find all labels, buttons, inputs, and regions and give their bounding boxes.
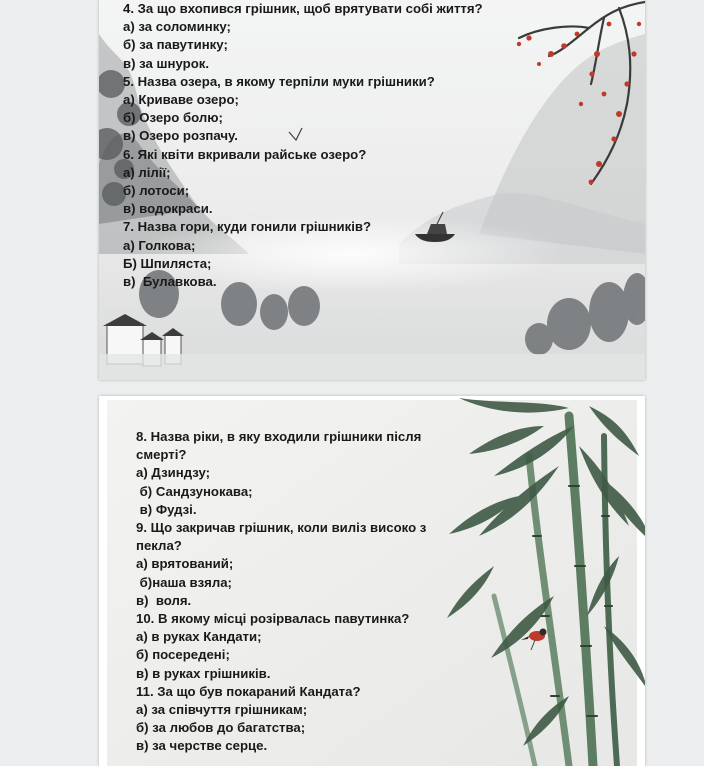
- answer-option: в) за черстве серце.: [136, 738, 268, 754]
- answer-option: Б) Шпиляста;: [123, 255, 212, 271]
- answer-option: б) Сандзунокава;: [136, 483, 253, 499]
- answer-option: б)наша взяла;: [136, 574, 232, 590]
- quiz-questions-4-7: [123, 0, 483, 291]
- answer-option: а) за співчуття грішникам;: [136, 702, 308, 718]
- answer-option: в) Булавкова.: [123, 274, 217, 290]
- answer-option: а) лілії;: [123, 164, 171, 180]
- question-line: 9. Що закричав грішник, коли виліз високо з: [136, 520, 427, 536]
- question-line: 10. В якому місці розірвалась павутинка?: [136, 611, 410, 627]
- question-line: 7. Назва гори, куди гонили грішників?: [123, 219, 372, 235]
- answer-option: в) за шнурок.: [123, 55, 210, 71]
- question-line: 5. Назва озера, в якому терпіли муки грішники?: [123, 73, 435, 89]
- answer-option: пекла?: [136, 538, 182, 554]
- answer-option: в) Озеро розпачу.: [123, 128, 238, 144]
- answer-option: а) в руках Кандати;: [136, 629, 262, 645]
- answer-option: в) в руках грішників.: [136, 665, 271, 681]
- question-line: 8. Назва ріки, в яку входили грішники після: [136, 429, 422, 444]
- answer-option: б) за павутинку;: [123, 37, 228, 53]
- answer-option: а) Дзиндзу;: [136, 465, 211, 481]
- answer-option: б) за любов до багатства;: [136, 720, 306, 736]
- question-line: 4. За що вхопився грішник, щоб врятувати собі життя?: [123, 1, 483, 16]
- answer-option: в) воля.: [136, 592, 192, 608]
- answer-option: в) водокраси.: [123, 201, 213, 217]
- answer-option: а) Голкова;: [123, 237, 196, 253]
- answer-option: б) лотоси;: [123, 183, 190, 199]
- answer-option: а) Криваве озеро;: [123, 92, 239, 108]
- answer-option: а) врятований;: [136, 556, 234, 572]
- quiz-questions-8-11: [136, 428, 426, 756]
- slide-2: [99, 396, 645, 766]
- answer-option: смерті?: [136, 447, 187, 463]
- question-line: 6. Які квіти вкривали райське озеро?: [123, 146, 367, 162]
- question-line: 11. За що був покараний Кандата?: [136, 683, 361, 699]
- answer-option: б) Озеро болю;: [123, 110, 223, 126]
- slide-1: [99, 0, 645, 380]
- answer-option: а) за соломинку;: [123, 19, 231, 35]
- answer-option: б) посередені;: [136, 647, 230, 663]
- answer-option: в) Фудзі.: [136, 501, 197, 517]
